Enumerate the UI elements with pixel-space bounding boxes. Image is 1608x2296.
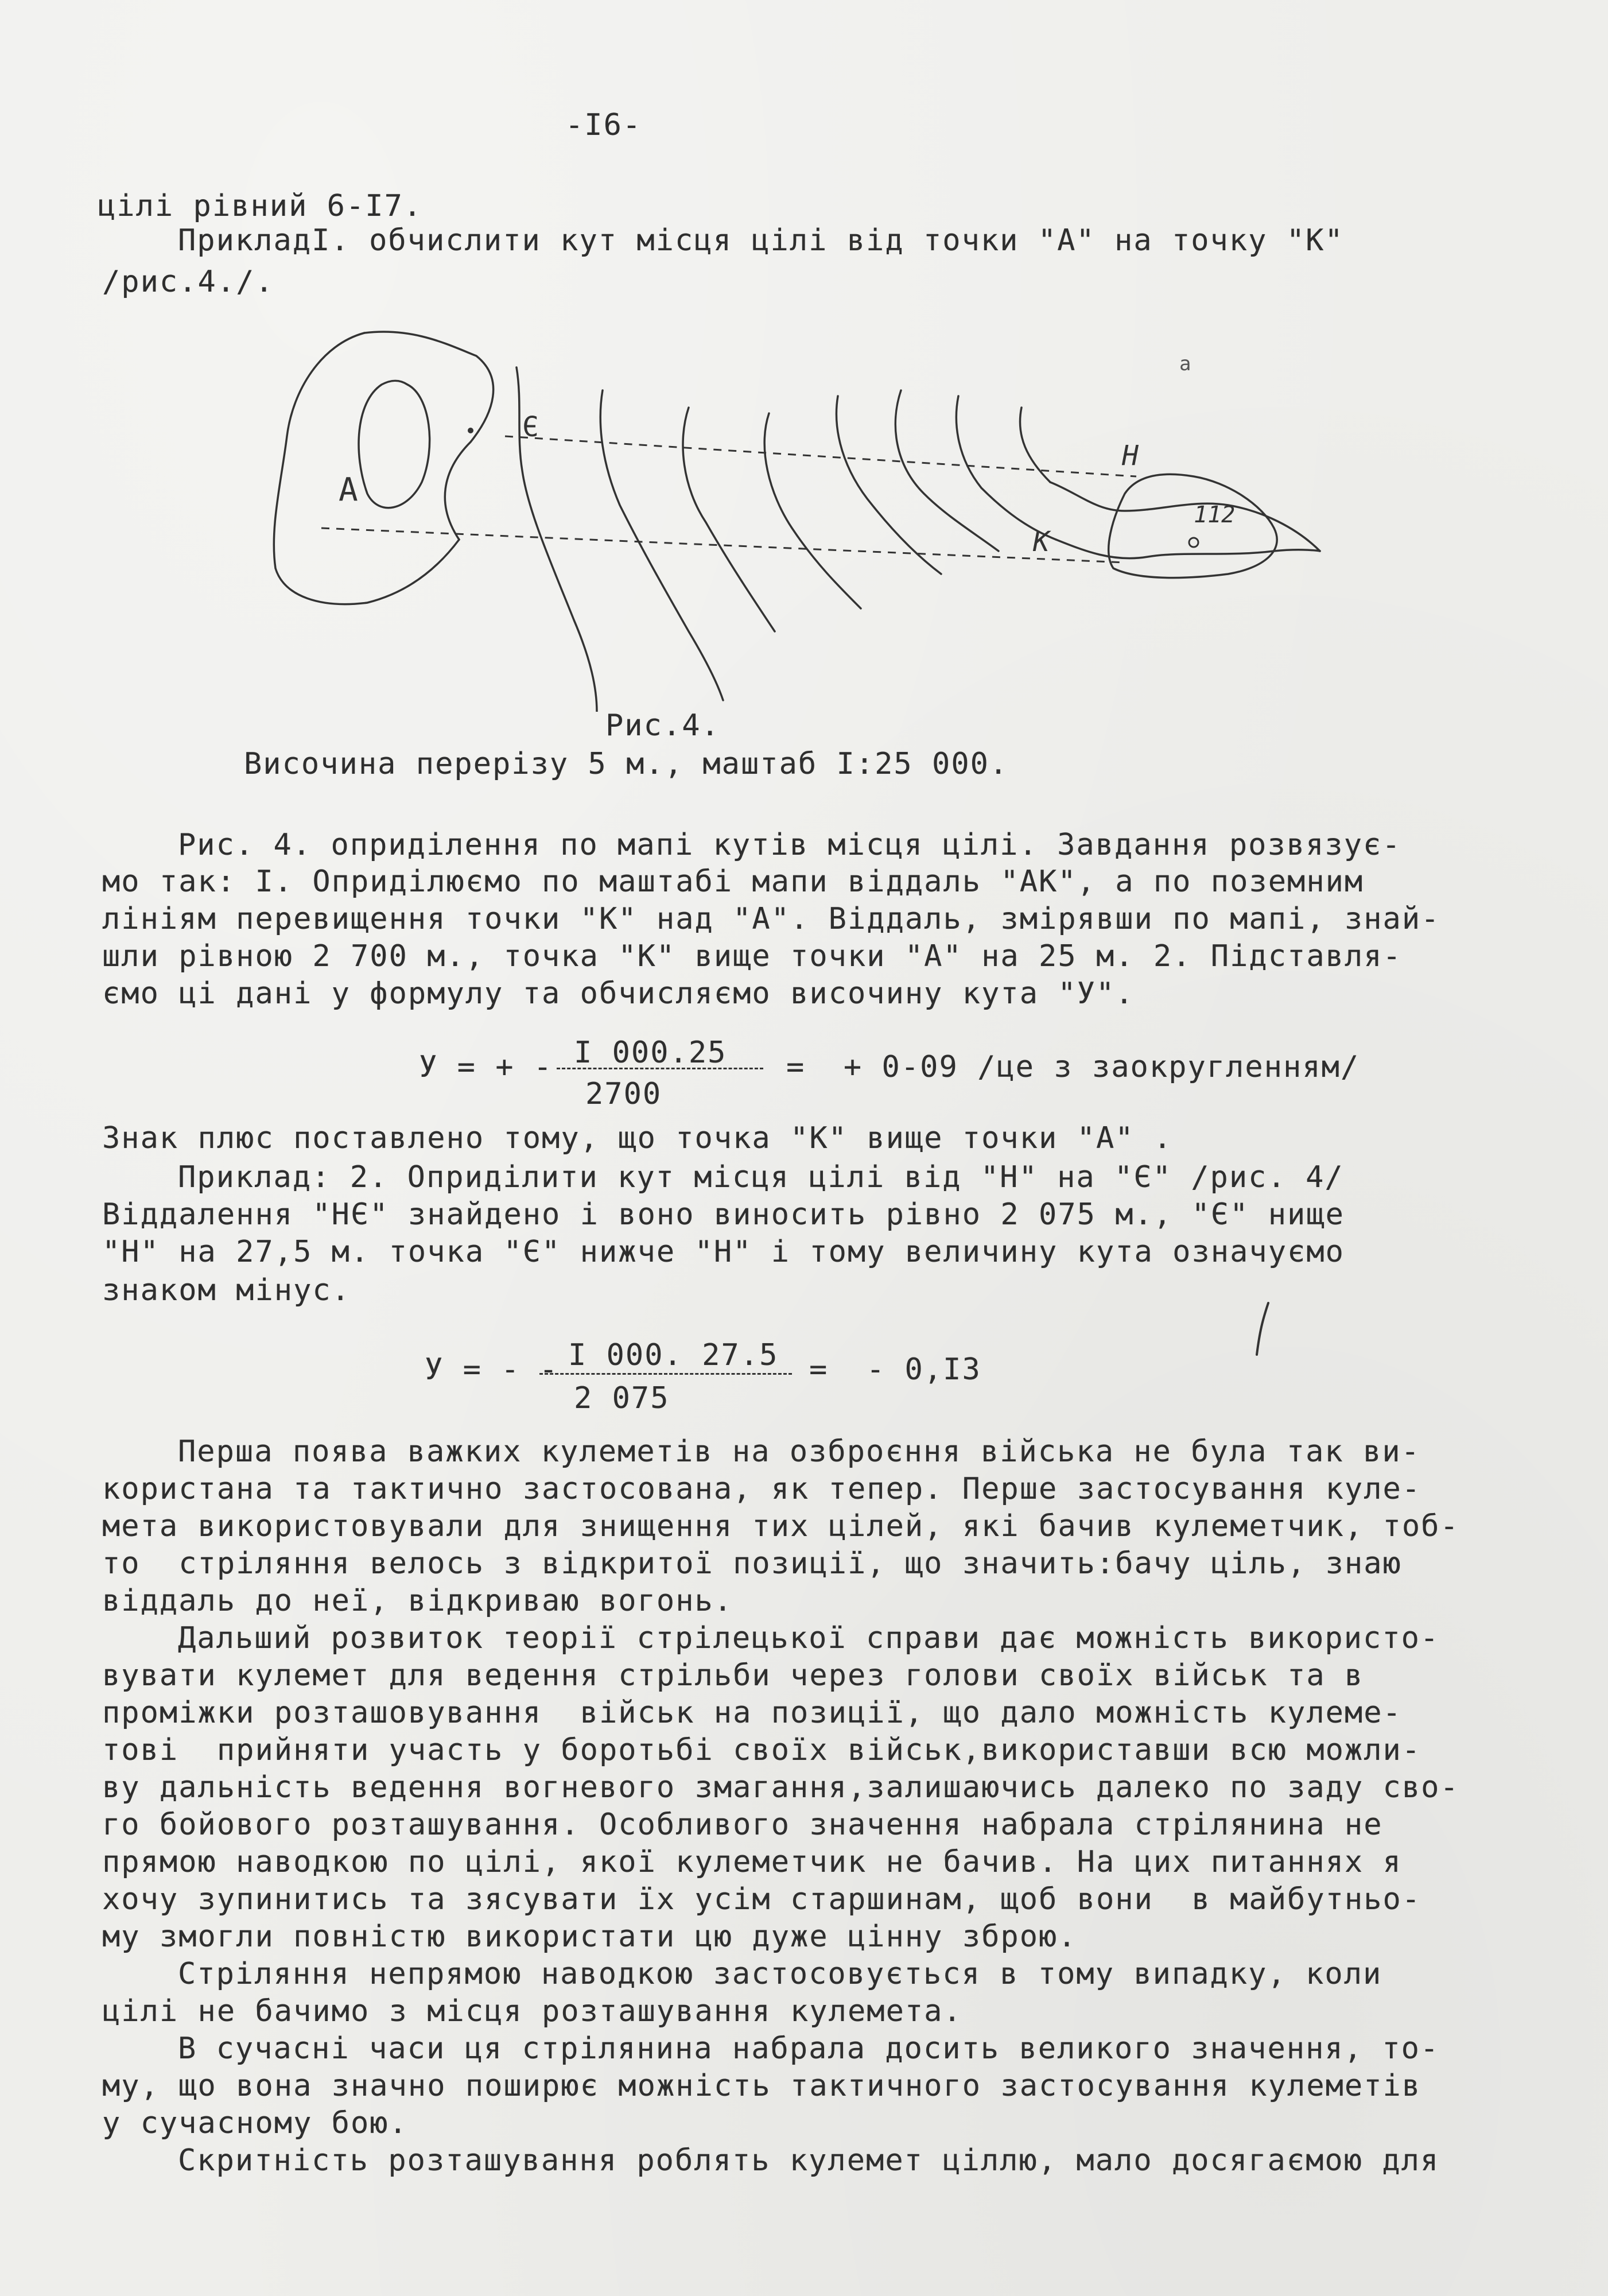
example2-line-5: знаком мінус.	[102, 1273, 351, 1308]
formula2-denominator: 2 075	[574, 1381, 670, 1415]
intro-line-1: цілі рівний 6-I7.	[98, 189, 423, 223]
body-line-2: користана та тактично застосована, як тепер. Перше застосування куле-	[102, 1472, 1421, 1506]
solution-line-2: мо так: I. Опридiлюємо по маштабі мапи віддаль "AK", а по поземним	[102, 864, 1364, 899]
example2-line-3: Віддалення "HЄ" знайдено і воно виносить рівно 2 075 м., "Є" нище	[102, 1197, 1345, 1232]
body-line-14: му змогли повністю використати цю дуже цінну зброю.	[102, 1919, 1077, 1954]
pen-mark	[1245, 1297, 1280, 1366]
formula1-result: = + 0-09 /це з заокругленням/	[786, 1050, 1360, 1084]
solution-line-5: ємо ці дані у формулу та обчисляємо височину кута "У".	[102, 976, 1135, 1011]
formula1-numerator: I 000.25	[574, 1035, 727, 1070]
formula1-denominator: 2700	[585, 1077, 662, 1111]
body-line-8: проміжки розташовування військ на позиції, що дало можність кулеме-	[102, 1696, 1402, 1730]
formula2-fraction-bar	[539, 1373, 792, 1375]
body-line-1: Перша поява важких кулеметів на озброєння війська не була так ви-	[178, 1434, 1420, 1469]
formula2-numerator: I 000. 27.5	[568, 1338, 779, 1372]
solution-line-4: шли рівною 2 700 м., точка "K" вище точки "A" на 25 м. 2. Підставля-	[102, 939, 1402, 974]
body-line-13: хочу зупинитись та зясувати їх усім старшинам, щоб вони в майбутньо-	[102, 1882, 1421, 1917]
body-line-16: цілі не бачимо з місця розташування кулемета.	[102, 1994, 962, 2029]
body-line-7: вувати кулемет для ведення стрільби через голови своїх військ та в	[102, 1658, 1364, 1693]
example2-line-2: Приклад: 2. Опридiлити кут місця цілі від "H" на "Є" /рис. 4/	[178, 1160, 1344, 1194]
solution-line-1: Рис. 4. опридiлення по мапі кутів місця цілі. Завдання розвязує-	[178, 828, 1401, 862]
map-label-a: A	[339, 471, 358, 509]
formula1-lhs: У = + -	[419, 1050, 553, 1084]
body-line-18: му, що вона значно поширює можність тактичного застосування кулеметів	[102, 2069, 1421, 2103]
page-number: -I6-	[565, 108, 642, 142]
body-line-11: го бойового розташування. Особливого значення набрала стрілянина не	[102, 1808, 1383, 1842]
body-line-19: у сучасному бою.	[102, 2106, 408, 2140]
map-label-k: K	[1033, 526, 1050, 558]
example2-line-4: "H" на 27,5 м. точка "Є" нижче "H" і тому величину кута означуємо	[102, 1235, 1345, 1269]
body-line-15: Стріляння непрямою наводкою застосовується в тому випадку, коли	[178, 1957, 1382, 1991]
map-stray-mark: a	[1179, 352, 1191, 375]
map-label-e: Є	[522, 411, 539, 443]
body-line-20: Скритність розташування роблять кулемет ціллю, мало досягаємою для	[178, 2143, 1440, 2178]
example2-line-1: Знак плюс поставлено тому, що точка "K" вище точки "A" .	[102, 1121, 1173, 1155]
figure-scale-note: Височина перерізу 5 м., маштаб I:25 000.	[244, 747, 1009, 781]
intro-line-3: /рис.4./.	[102, 265, 274, 299]
formula2-lhs: У = - -	[425, 1352, 559, 1387]
body-line-9: тові прийняти участь у боротьбі своїх військ,використавши всю можли-	[102, 1733, 1421, 1767]
formula2-result: = - 0,I3	[809, 1352, 981, 1387]
body-line-10: ву дальність ведення вогневого змагання,залишаючись далеко по заду сво-	[102, 1770, 1459, 1805]
body-line-3: мета використовували для знищення тих цілей, які бачив кулеметчик, тоб-	[102, 1509, 1459, 1543]
map-label-n: H	[1122, 440, 1139, 472]
intro-line-2: ПрикладI. обчислити кут місця цілі від точки "A" на точку "K"	[178, 223, 1344, 258]
body-line-4: то стріляння велось з відкритої позиції, що значить:бачу ціль, знаю	[102, 1546, 1402, 1581]
solution-line-3: лiнiям перевищення точки "K" над "A". Віддаль, змірявши по мапі, знай-	[102, 902, 1440, 936]
formula1-fraction-bar	[557, 1068, 763, 1069]
figure-caption: Рис.4.	[605, 708, 720, 743]
body-line-17: В сучасні часи ця стрілянина набрала досить великого значення, то-	[178, 2031, 1440, 2066]
contour-map-figure	[253, 321, 1331, 712]
body-line-12: прямою наводкою по цілі, якої кулеметчик не бачив. На цих питаннях я	[102, 1845, 1402, 1879]
map-label-height: 112	[1194, 502, 1236, 528]
body-line-6: Дальший розвиток теорії стрілецької справи дає можність використо-	[178, 1621, 1440, 1655]
body-line-5: віддаль до неї, відкриваю вогонь.	[102, 1584, 733, 1618]
